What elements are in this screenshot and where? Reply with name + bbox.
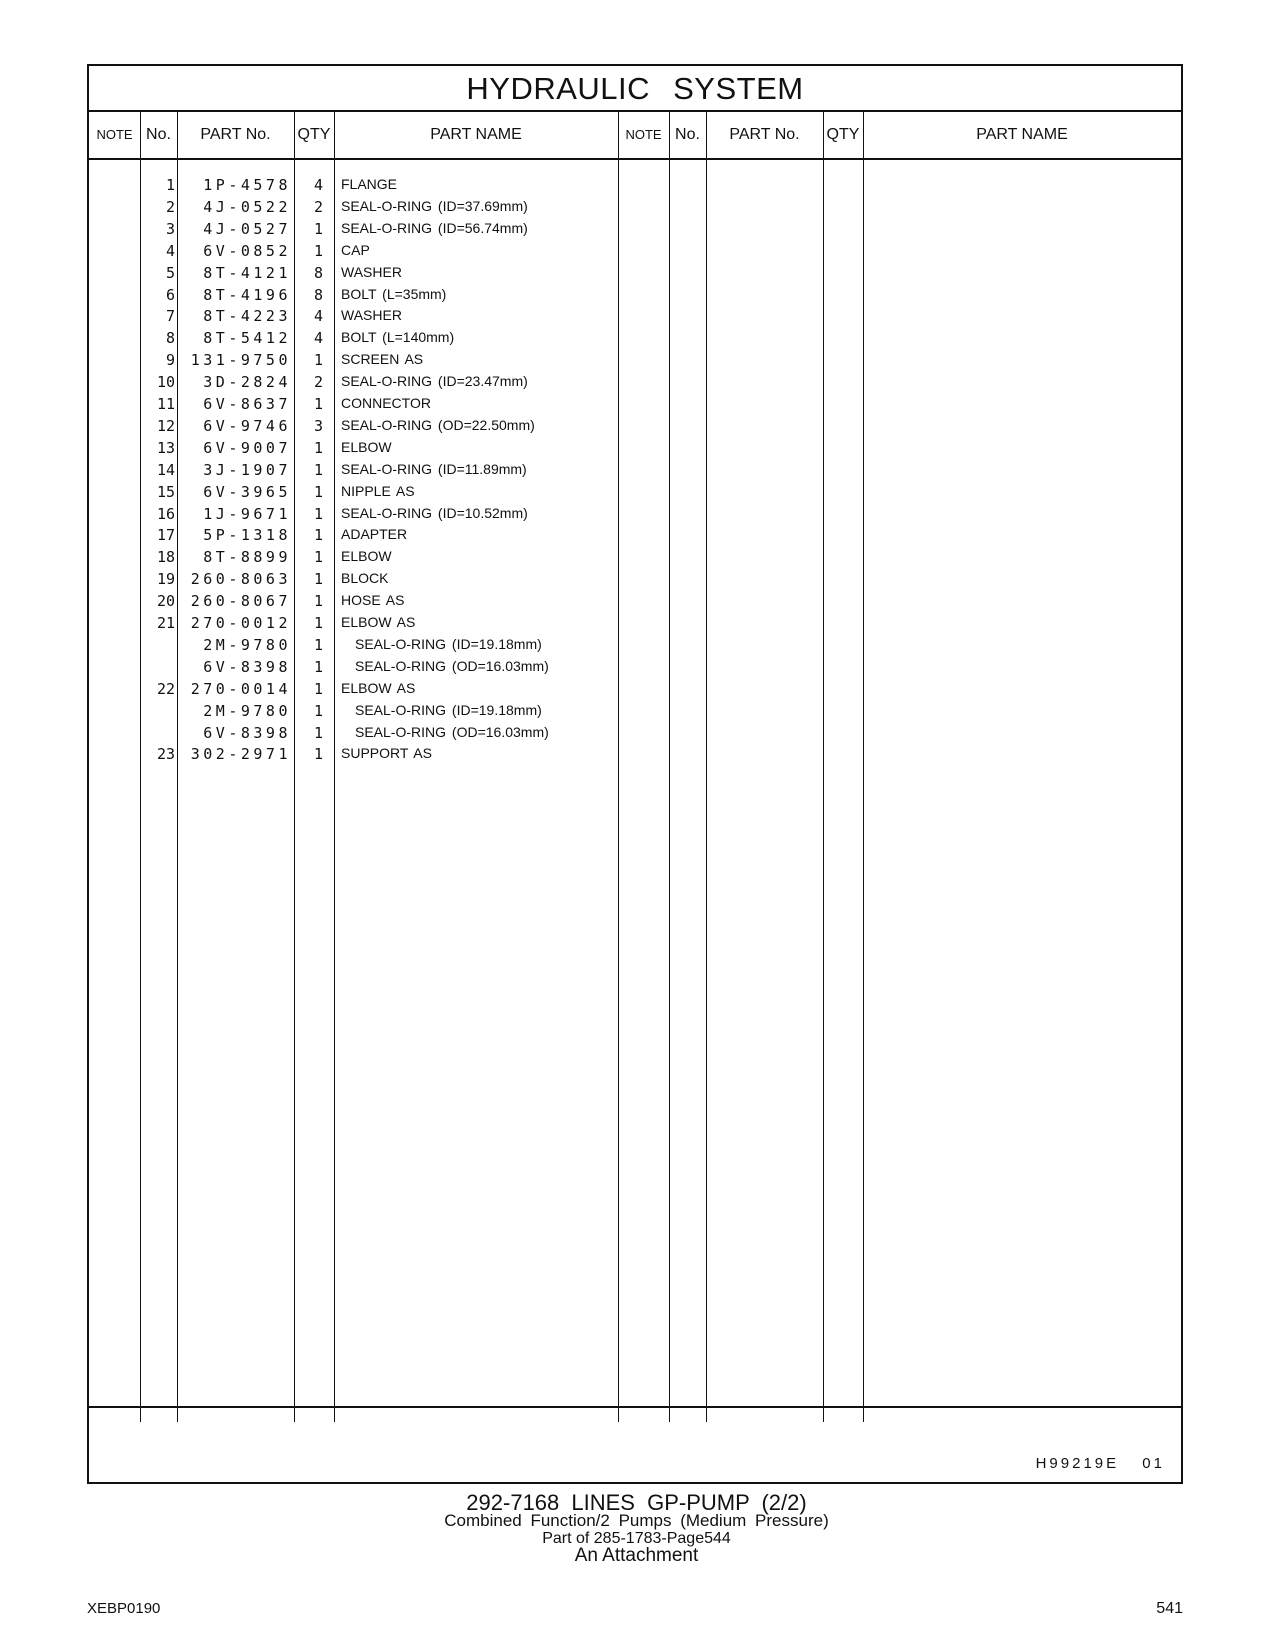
table-row	[89, 262, 1181, 285]
caption-title: 292-7168 LINES GP-PUMP (2/2)	[466, 1490, 807, 1515]
quantity: 8	[313, 263, 323, 282]
quantity: 1	[313, 745, 323, 764]
caption-reference: Part of 285-1783-Page544	[542, 1530, 731, 1547]
caption-attachment: An Attachment	[574, 1545, 699, 1566]
part-number: 2M-9780	[203, 701, 291, 720]
part-number: 6V-0852	[203, 241, 291, 260]
quantity: 4	[313, 329, 323, 348]
item-number: 1	[165, 176, 175, 194]
item-number: 6	[165, 285, 175, 304]
part-name: ELBOW AS	[341, 679, 416, 696]
header-part-name-right: PART NAME	[976, 126, 1068, 143]
part-name: BOLT (L=35mm)	[341, 285, 447, 302]
quantity: 1	[313, 219, 323, 238]
table-row	[89, 371, 1181, 394]
table-row	[89, 437, 1181, 460]
part-name: FLANGE	[341, 176, 398, 192]
quantity: 1	[313, 679, 323, 698]
item-number: 23	[156, 745, 175, 764]
header-qty-left: QTY	[297, 126, 331, 143]
part-number: 8T-5412	[203, 329, 291, 348]
drawing-id: H99219E 01	[1035, 1455, 1165, 1472]
part-name: SEAL-O-RING (ID=19.18mm)	[355, 701, 542, 718]
header-part-no-left: PART No.	[200, 126, 271, 143]
part-number: 4J-0527	[203, 219, 291, 238]
part-number: 302-2971	[190, 745, 291, 764]
part-number: 8T-4121	[203, 263, 291, 282]
table-row	[89, 590, 1181, 613]
part-name: SCREEN AS	[341, 351, 424, 368]
table-row	[89, 415, 1181, 438]
table-row	[89, 700, 1181, 723]
item-number: 12	[156, 416, 175, 435]
part-number: 2M-9780	[203, 635, 291, 654]
table-header	[89, 112, 1181, 160]
part-name: NIPPLE AS	[341, 482, 415, 499]
part-number: 8T-8899	[203, 548, 291, 567]
part-number: 4J-0522	[203, 197, 291, 216]
part-name: WASHER	[341, 307, 402, 324]
quantity: 2	[313, 197, 323, 216]
part-name: SEAL-O-RING (OD=16.03mm)	[355, 657, 549, 674]
item-number: 17	[156, 526, 175, 545]
quantity: 1	[313, 701, 323, 720]
quantity: 1	[313, 723, 323, 742]
table-row	[89, 218, 1181, 241]
part-number: 6V-3965	[203, 482, 291, 501]
part-number: 260-8063	[190, 570, 291, 589]
table-row	[89, 743, 1181, 766]
part-name: SEAL-O-RING (ID=19.18mm)	[355, 635, 542, 652]
item-number: 21	[156, 614, 175, 632]
item-number: 18	[156, 548, 175, 567]
quantity: 1	[313, 548, 323, 567]
item-number: 9	[165, 351, 175, 370]
header-qty-right: QTY	[826, 126, 860, 143]
header-no-left: No.	[146, 126, 171, 143]
part-number: 1J-9671	[203, 504, 291, 523]
part-name: ELBOW AS	[341, 614, 416, 630]
part-name: SEAL-O-RING (OD=16.03mm)	[355, 723, 549, 740]
quantity: 1	[313, 592, 323, 611]
part-name: SEAL-O-RING (OD=22.50mm)	[341, 416, 535, 433]
table-row	[89, 503, 1181, 526]
table-row	[89, 459, 1181, 482]
table-row	[89, 634, 1181, 657]
quantity: 1	[313, 526, 323, 545]
part-number: 6V-9007	[203, 438, 291, 457]
quantity: 1	[313, 635, 323, 654]
quantity: 1	[313, 504, 323, 523]
part-name: SEAL-O-RING (ID=11.89mm)	[341, 460, 527, 477]
part-name: SEAL-O-RING (ID=23.47mm)	[341, 373, 528, 390]
caption-subtitle: Combined Function/2 Pumps (Medium Pressure)	[444, 1511, 829, 1530]
page-number: 541	[1156, 1600, 1183, 1617]
part-name: HOSE AS	[341, 592, 405, 609]
table-bottom-divider	[89, 1406, 1181, 1408]
item-number: 10	[156, 373, 175, 392]
part-number: 6V-9746	[203, 416, 291, 435]
header-part-no-right: PART No.	[729, 126, 800, 143]
quantity: 4	[313, 176, 323, 194]
quantity: 1	[313, 438, 323, 457]
quantity: 3	[313, 416, 323, 435]
item-number: 22	[156, 679, 175, 698]
part-name: ELBOW	[341, 548, 392, 565]
part-number: 3D-2824	[203, 373, 291, 392]
part-name: SUPPORT AS	[341, 745, 432, 762]
table-row	[89, 722, 1181, 745]
item-number: 14	[156, 460, 175, 479]
part-name: SEAL-O-RING (ID=10.52mm)	[341, 504, 528, 521]
header-note-left: NOTE	[96, 127, 133, 142]
quantity: 1	[313, 614, 323, 632]
part-number: 8T-4223	[203, 307, 291, 326]
table-row	[89, 481, 1181, 504]
part-number: 6V-8637	[203, 395, 291, 413]
item-number: 19	[156, 570, 175, 589]
part-name: SEAL-O-RING (ID=56.74mm)	[341, 219, 528, 236]
table-row	[89, 612, 1181, 635]
section-title: HYDRAULIC SYSTEM	[89, 66, 1181, 112]
part-number: 8T-4196	[203, 285, 291, 304]
document-code: XEBP0190	[87, 1600, 161, 1617]
item-number: 15	[156, 482, 175, 501]
part-number: 260-8067	[190, 592, 291, 611]
table-row	[89, 240, 1181, 263]
table-row	[89, 568, 1181, 591]
table-row	[89, 524, 1181, 547]
item-number: 4	[165, 241, 175, 260]
part-name: ELBOW	[341, 438, 392, 455]
part-number: 5P-1318	[203, 526, 291, 545]
quantity: 1	[313, 460, 323, 479]
table-row	[89, 284, 1181, 307]
part-name: ADAPTER	[341, 526, 408, 543]
quantity: 4	[313, 307, 323, 326]
quantity: 2	[313, 373, 323, 392]
header-note-right: NOTE	[625, 127, 662, 142]
item-number: 5	[165, 263, 175, 282]
item-number: 8	[165, 329, 175, 348]
item-number: 16	[156, 504, 175, 523]
item-number: 20	[156, 592, 175, 611]
part-name: CAP	[341, 241, 370, 258]
part-name: BOLT (L=140mm)	[341, 329, 455, 346]
table-row	[89, 196, 1181, 219]
item-number: 7	[165, 307, 175, 326]
quantity: 1	[313, 241, 323, 260]
part-number: 3J-1907	[203, 460, 291, 479]
part-number: 6V-8398	[203, 657, 291, 676]
quantity: 1	[313, 395, 323, 413]
table-row	[89, 393, 1181, 416]
table-row	[89, 174, 1181, 197]
item-number: 3	[165, 219, 175, 238]
part-name: SEAL-O-RING (ID=37.69mm)	[341, 197, 528, 214]
part-name: BLOCK	[341, 570, 389, 587]
table-row	[89, 546, 1181, 569]
quantity: 1	[313, 657, 323, 676]
part-name: CONNECTOR	[341, 395, 431, 411]
item-number: 13	[156, 438, 175, 457]
quantity: 1	[313, 570, 323, 589]
item-number: 11	[156, 395, 175, 413]
part-number: 1P-4578	[203, 176, 291, 194]
part-number: 270-0012	[190, 614, 291, 632]
table-row	[89, 305, 1181, 328]
part-number: 6V-8398	[203, 723, 291, 742]
table-row	[89, 349, 1181, 372]
part-number: 131-9750	[190, 351, 291, 370]
quantity: 8	[313, 285, 323, 304]
part-number: 270-0014	[190, 679, 291, 698]
header-part-name-left: PART NAME	[430, 126, 522, 143]
parts-table-frame	[87, 64, 1183, 1484]
header-no-right: No.	[675, 126, 700, 143]
quantity: 1	[313, 482, 323, 501]
quantity: 1	[313, 351, 323, 370]
item-number: 2	[165, 197, 175, 216]
table-row	[89, 327, 1181, 350]
table-row	[89, 678, 1181, 701]
table-row	[89, 656, 1181, 679]
part-name: WASHER	[341, 263, 402, 280]
